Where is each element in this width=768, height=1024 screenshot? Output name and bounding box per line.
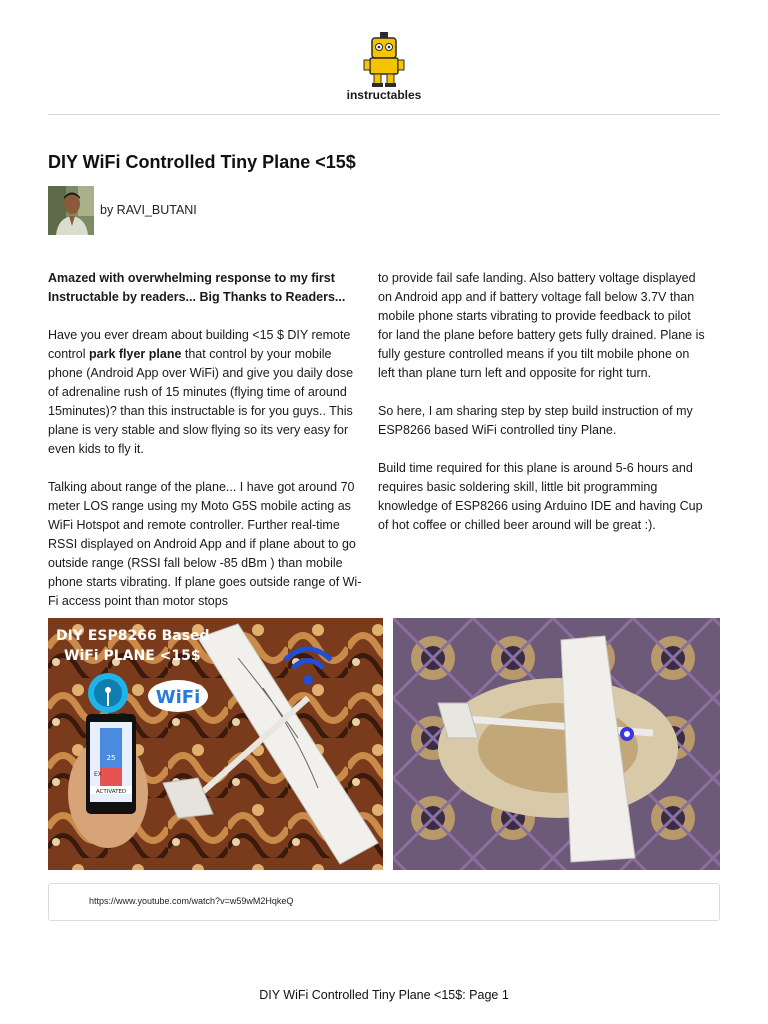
sharing-paragraph: So here, I am sharing step by step build instruction of my ESP8266 based WiFi controlled tiny Plane. — [378, 404, 693, 437]
build-time-paragraph: Build time required for this plane is around 5-6 hours and requires basic soldering skill, little bit programming knowledge of ESP8266 using Arduino IDE and having Cup of hot coffee or chilled beer around will be great :). — [378, 461, 703, 532]
svg-text:WiFi: WiFi — [155, 687, 201, 708]
page-footer: DIY WiFi Controlled Tiny Plane <15$: Page 1 — [259, 988, 509, 1002]
article-column-left — [48, 269, 366, 630]
instructables-robot-logo — [360, 30, 408, 88]
intro-paragraph: Amazed with overwhelming response to my first Instructable by readers... Big Thanks to Readers... — [48, 271, 346, 304]
header-divider — [48, 114, 720, 115]
range-paragraph: Talking about range of the plane... I have got around 70 meter LOS range using my Moto G5S mobile acting as WiFi Hotspot and remote controller. Further real-time RSSI displayed on Android App and if plane about to go outside range (RSSI fall below -85 dBm ) than mobile phone starts vibrating. If plane goes outside range of Wi-Fi access point than motor stops — [48, 480, 362, 608]
video-link-box — [48, 883, 720, 921]
youtube-link[interactable]: https://www.youtube.com/watch?v=w59wM2HqkeQ — [89, 896, 294, 906]
page-title: DIY WiFi Controlled Tiny Plane <15$ — [48, 152, 356, 172]
description-paragraph: Have you ever dream about building <15 $ DIY remote control park flyer plane that control by your mobile phone (Android App over WiFi) and give you daily dose of adrenaline rush of 15 minutes (flying time of around 15minutes)? than this instructable is for you guys.. This plane is very stable and slow flying so its very easy for even kids to fly it. — [48, 328, 354, 456]
failsafe-paragraph: to provide fail safe landing. Also battery voltage displayed on Android app and if battery voltage fall below 3.7V than mobile phone starts vibrating to provide feedback to pilot for land the plane before battery gets fully drained. Plane is fully gesture controlled means if you tilt mobile phone on left than plane turn left and opposite for right turn. — [378, 271, 705, 380]
author-byline[interactable]: by RAVI_BUTANI — [100, 203, 197, 217]
article-column-right — [378, 269, 708, 554]
antenna-icon — [88, 673, 128, 713]
phone-status: ACTIVATED — [95, 789, 127, 795]
author-avatar[interactable] — [48, 186, 94, 235]
phone-readout: 25 — [106, 754, 116, 762]
plane-on-rug-photo[interactable] — [393, 618, 720, 870]
phone-ex-label: EX — [94, 771, 102, 778]
photo-title-line1: DIY ESP8266 Based — [56, 628, 210, 644]
brand-name: instructables — [346, 88, 422, 102]
plane-with-phone-photo[interactable] — [48, 618, 383, 870]
photo-title-line2: WiFi PLANE <15$ — [64, 648, 201, 664]
wifi-logo — [148, 680, 208, 712]
